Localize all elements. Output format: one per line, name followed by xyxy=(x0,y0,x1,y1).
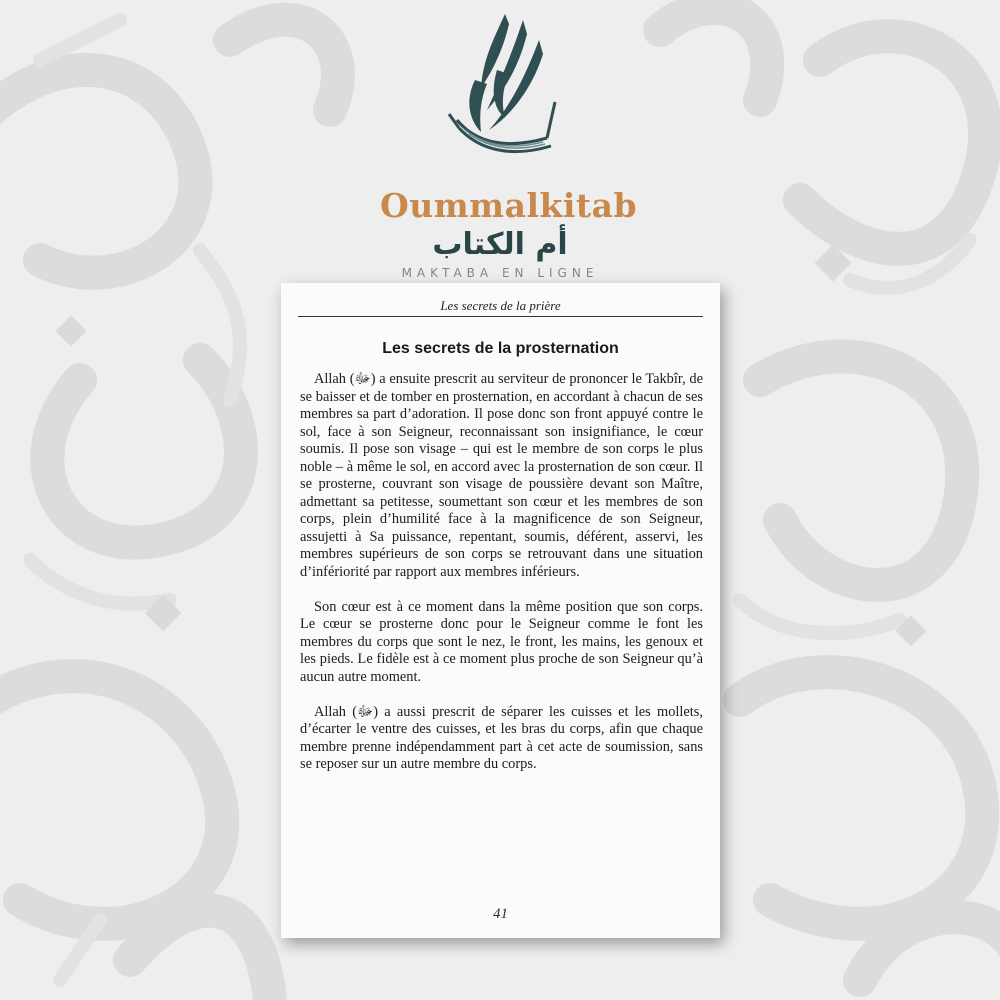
brand-logo xyxy=(380,10,638,280)
chapter-title: Les secrets de la prosternation xyxy=(382,340,619,357)
paragraph: Allah (ﷻ) a aussi prescrit de séparer les cuisses et les mollets, d’écarter le ventre des cuisses, et les bras du corps, afin que chaque membre prenne indépendamment part à cet acte de soumission, sans se reposer sur un autre membre du corps. xyxy=(300,703,703,772)
brand-tagline: MAKTABA EN LIGNE xyxy=(401,266,599,280)
calligraphy-book-icon xyxy=(435,10,565,180)
paragraph: Son cœur est à ce moment dans la même position que son corps. Le cœur se prosterne donc pour le Seigneur comme le font les membres du corps que sont le nez, le front, les mains, les genoux et les pieds. Le fidèle est à ce moment plus proche de son Seigneur qu’à aucun autre moment. xyxy=(300,598,703,685)
paragraph: Allah (ﷻ) a ensuite prescrit au serviteur de prononcer le Takbîr, de se baisser et de tomber en prosternation, en accordant à chacun de ses membres sa part d’adoration. Il pose donc son front appuyé contre le sol, face à son Seigneur, reconnaissant son insignifiance, le cœur soumis. Il pose son visage – qui est le membre de son corps le plus noble – à même le sol, en accord avec la prosternation de son cœur. Il se prosterne, couvrant son visage de poussière devant son Maître, admettant sa petitesse, soumettant son cœur et les membres de son corps, plein d’humilité face à la magnificence de son Seigneur, assujetti à Sa puissance, repentant, soumis, déférent, asservi, les membres supérieurs de son corps se retrouvant dans une situation d’infériorité par rapport aux membres inférieurs. xyxy=(300,371,703,580)
brand-name: Oummalkitab xyxy=(380,186,638,225)
book-page xyxy=(281,283,720,938)
running-head: Les secrets de la prière xyxy=(440,298,561,313)
brand-arabic-name: أم الكتاب xyxy=(432,227,568,262)
header-rule xyxy=(298,316,703,317)
body-text xyxy=(300,371,703,791)
page-number: 41 xyxy=(493,906,508,922)
